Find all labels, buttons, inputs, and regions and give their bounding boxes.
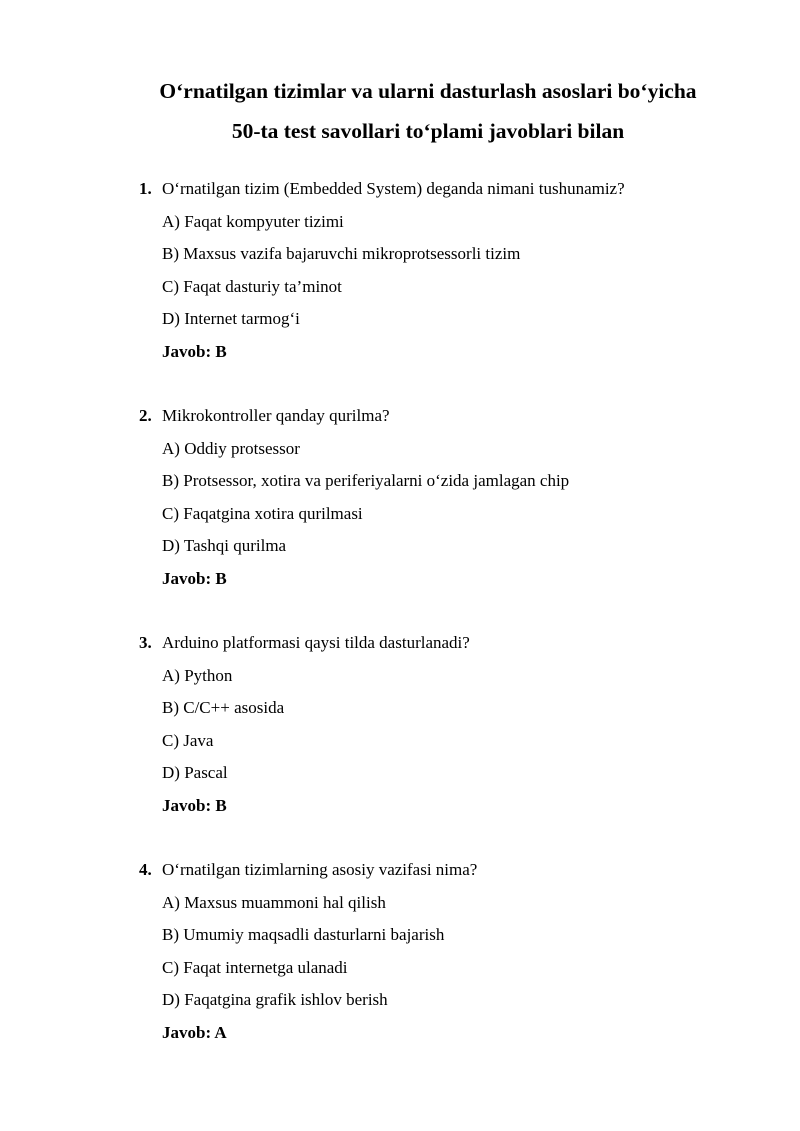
- option-d: D) Pascal: [162, 763, 228, 782]
- question-number: 4.: [139, 860, 152, 879]
- answer-label: Javob: B: [162, 795, 227, 815]
- question-text: Arduino platformasi qaysi tilda dasturlanadi?: [162, 633, 470, 652]
- question-text: O‘rnatilgan tizim (Embedded System) deganda nimani tushunamiz?: [162, 179, 625, 198]
- option-c: C) Java: [162, 730, 214, 750]
- document-title-line-1: O‘rnatilgan tizimlar va ularni dasturlash asoslari bo‘yicha: [159, 79, 697, 103]
- answer-label: Javob: B: [162, 568, 227, 588]
- question-number: 2.: [139, 406, 152, 425]
- option-d: D) Faqatgina grafik ishlov berish: [162, 990, 388, 1009]
- option-b: B) Maxsus vazifa bajaruvchi mikroprotsessorli tizim: [162, 244, 521, 263]
- option-a: A) Faqat kompyuter tizimi: [162, 211, 344, 231]
- answer-label: Javob: A: [162, 1022, 227, 1042]
- option-b: B) Umumiy maqsadli dasturlarni bajarish: [162, 925, 445, 944]
- option-c: C) Faqat dasturiy ta’minot: [162, 276, 342, 296]
- option-b: B) C/C++ asosida: [162, 698, 285, 717]
- option-c: C) Faqatgina xotira qurilmasi: [162, 503, 363, 523]
- option-d: D) Internet tarmog‘i: [162, 309, 300, 328]
- option-a: A) Maxsus muammoni hal qilish: [162, 892, 386, 912]
- option-b: B) Protsessor, xotira va periferiyalarni o‘zida jamlagan chip: [162, 471, 570, 490]
- question-text: Mikrokontroller qanday qurilma?: [162, 406, 390, 425]
- option-a: A) Python: [162, 665, 233, 685]
- answer-label: Javob: B: [162, 341, 227, 361]
- question-number: 3.: [139, 633, 152, 652]
- option-d: D) Tashqi qurilma: [162, 536, 287, 555]
- question-text: O‘rnatilgan tizimlarning asosiy vazifasi nima?: [162, 860, 478, 879]
- document-title-line-2: 50-ta test savollari to‘plami javoblari bilan: [231, 119, 625, 143]
- option-a: A) Oddiy protsessor: [162, 438, 300, 458]
- question-number: 1.: [139, 179, 152, 198]
- option-c: C) Faqat internetga ulanadi: [162, 957, 348, 977]
